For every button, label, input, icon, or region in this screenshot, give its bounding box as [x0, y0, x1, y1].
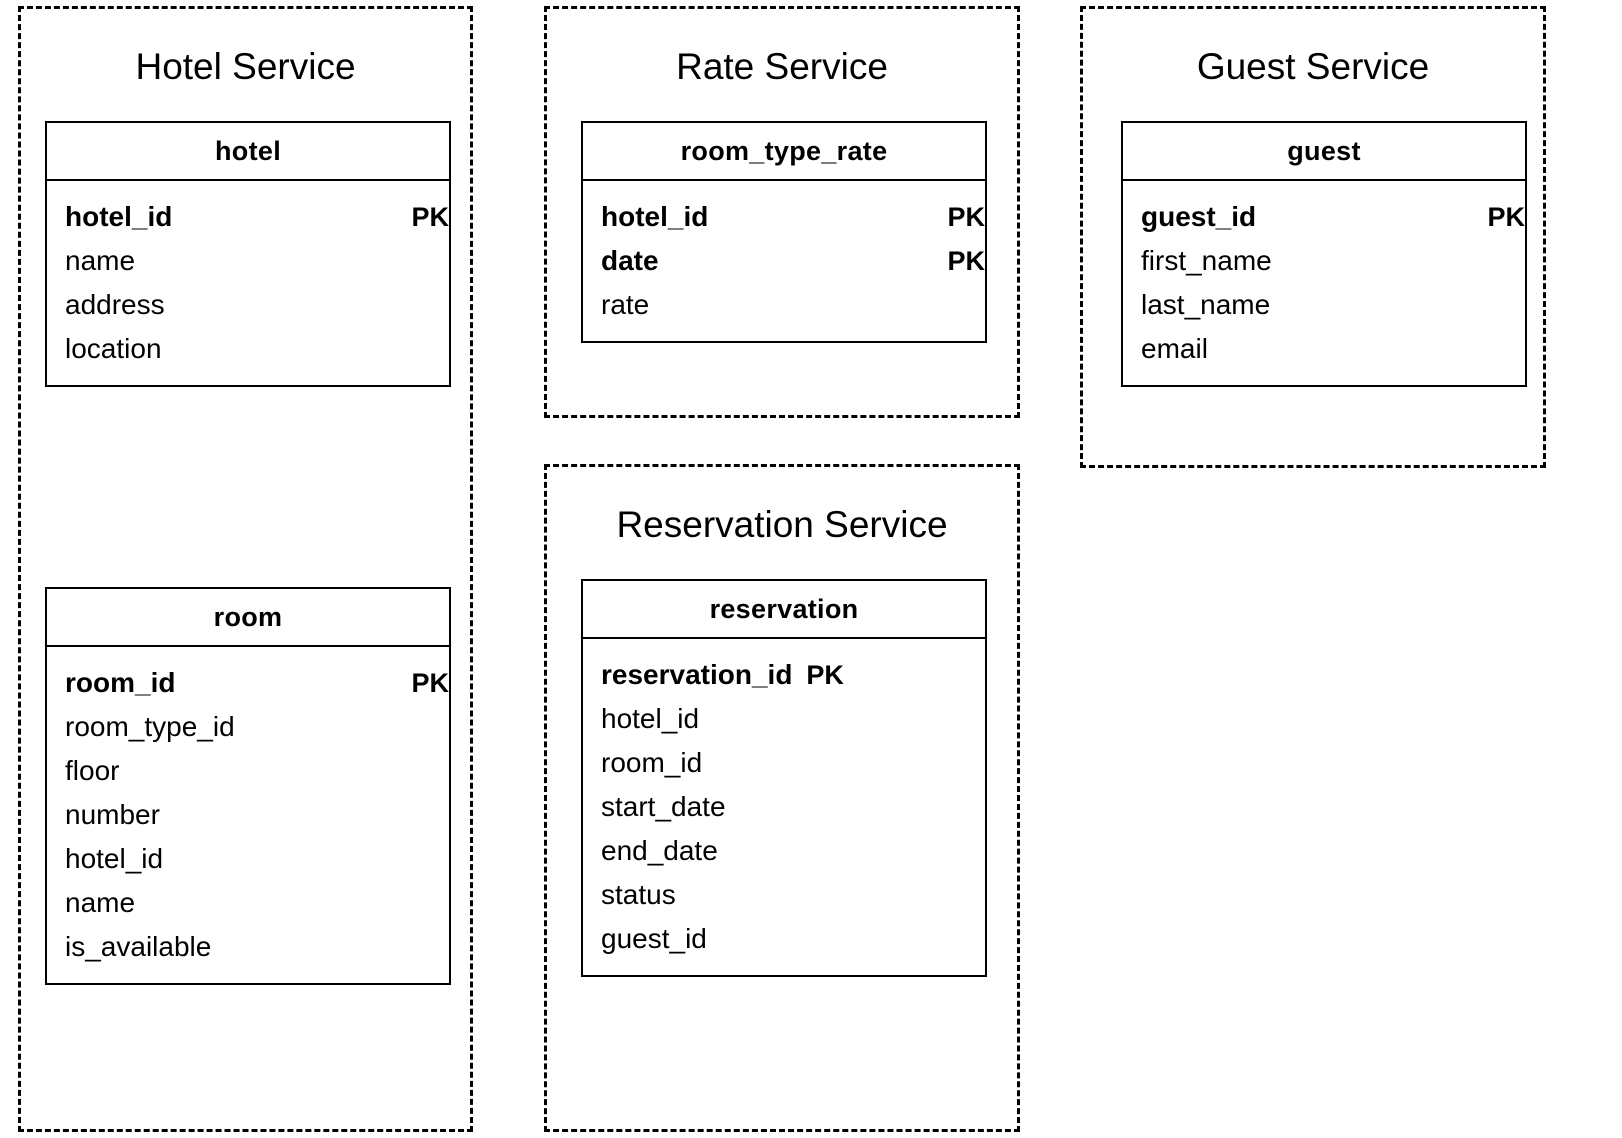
entity-field-list	[583, 639, 985, 975]
entity-field: hotel_id	[65, 843, 164, 874]
entity-field: email	[1141, 333, 1208, 364]
service-group-hotel	[18, 6, 473, 1132]
entity-hotel	[45, 121, 451, 387]
entity-field: room_id	[601, 747, 703, 778]
entity-field: hotel_id PK	[65, 201, 449, 232]
entity-field: name	[65, 245, 136, 276]
entity-field: hotel_id PK	[601, 201, 985, 232]
entity-field: address	[65, 289, 165, 320]
entity-field: first_name	[1141, 245, 1272, 276]
entity-room	[45, 587, 451, 985]
service-group-rate	[544, 6, 1020, 418]
entity-room-type-rate	[581, 121, 987, 343]
entity-field-list	[583, 181, 985, 341]
entity-field: guest_id	[601, 923, 707, 954]
service-title: Reservation Service	[616, 504, 948, 545]
entity-field-list	[1123, 181, 1525, 385]
entity-field: hotel_id	[601, 703, 700, 734]
entity-field: room_type_id	[65, 711, 235, 742]
entity-field: reservation_id PK	[601, 659, 844, 690]
entity-field: end_date	[601, 835, 718, 866]
service-title: Rate Service	[676, 46, 888, 87]
service-group-reservation	[544, 464, 1020, 1132]
entity-field: rate	[601, 289, 650, 320]
entity-field: room_id PK	[65, 667, 449, 698]
entity-field-list	[47, 647, 449, 983]
entity-field: date PK	[601, 245, 985, 276]
entity-title: hotel	[47, 123, 449, 181]
entity-title: room_type_rate	[583, 123, 985, 181]
entity-field: number	[65, 799, 160, 830]
entity-field: is_available	[65, 931, 212, 962]
entity-field-list	[47, 181, 449, 385]
entity-guest	[1121, 121, 1527, 387]
entity-reservation	[581, 579, 987, 977]
entity-title: room	[47, 589, 449, 647]
entity-field: status	[601, 879, 676, 910]
entity-field: name	[65, 887, 136, 918]
entity-field: last_name	[1141, 289, 1271, 320]
entity-title: guest	[1123, 123, 1525, 181]
entity-field: location	[65, 333, 162, 364]
entity-field: start_date	[601, 791, 726, 822]
entity-field: floor	[65, 755, 120, 786]
entity-field: guest_id PK	[1141, 201, 1525, 232]
entity-title: reservation	[583, 581, 985, 639]
service-title: Hotel Service	[135, 46, 356, 87]
service-title: Guest Service	[1196, 46, 1430, 87]
service-group-guest	[1080, 6, 1546, 468]
